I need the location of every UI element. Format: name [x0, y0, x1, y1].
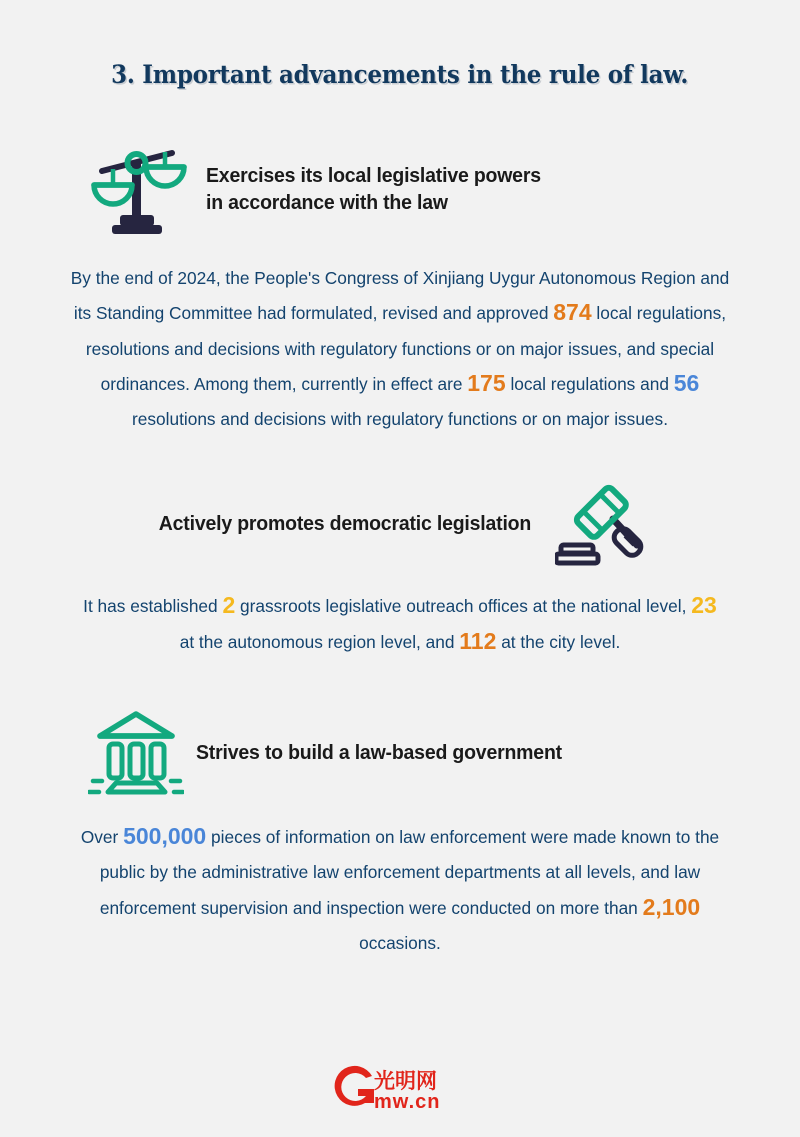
paragraph-text: It has established [83, 596, 223, 617]
paragraph-text: grassroots legislative outreach offices at the national level, [235, 596, 692, 617]
section-2-header [0, 479, 800, 567]
section-1-heading [206, 162, 541, 216]
section-1-heading-line2: in accordance with the law [206, 191, 448, 214]
page-title-bar [0, 0, 800, 89]
section-1-heading-line1: Exercises its local legislative powers [206, 163, 541, 187]
logo-chinese-text: 光明网 [374, 1069, 437, 1093]
logo-latin-text: mw.cn [374, 1091, 441, 1112]
section-law-based-government [0, 708, 800, 961]
section-3-heading: Strives to build a law-based government [196, 741, 562, 765]
gmw-cn-logo[interactable] [330, 1062, 470, 1112]
paragraph-text: pieces of information on law enforcement were made known to the public by the administrative law enforcement departments at all levels, and law enforcement supervision and inspection were conducted on more than [99, 826, 720, 918]
paragraph-text: at the autonomous region level, and [179, 631, 460, 652]
highlighted-number: 2,100 [642, 893, 701, 920]
gmw-cn-logo-art [330, 1062, 470, 1112]
section-legislative-powers [0, 141, 800, 437]
section-1-header [0, 141, 800, 237]
paragraph-text: at the city level. [496, 631, 621, 652]
highlighted-number: 175 [467, 369, 506, 396]
paragraph-text: By the end of 2024, the People's Congress of Xinjiang Uygur Autonomous Region and its Standing Committee had formulated, revised and approved [70, 268, 730, 324]
highlighted-number: 56 [673, 369, 700, 396]
paragraph-text: local regulations and [505, 373, 674, 394]
paragraph-text: resolutions and decisions with regulatory functions or on major issues. [132, 409, 668, 430]
highlighted-number: 874 [553, 299, 592, 326]
section-2-heading: Actively promotes democratic legislation [158, 511, 532, 535]
highlighted-number: 500,000 [123, 822, 207, 849]
highlighted-number: 112 [459, 627, 497, 654]
paragraph-text: Over [80, 826, 124, 847]
highlighted-number: 23 [691, 592, 717, 619]
government-building-icon [88, 708, 184, 798]
section-2-paragraph [80, 589, 720, 660]
highlighted-number: 2 [222, 592, 236, 619]
paragraph-text: local regulations, resolutions and decisions with regulatory functions or on major issues, and special ordinances. Among them, currently in effect are [85, 303, 727, 394]
section-3-header [0, 708, 800, 798]
footer [0, 1062, 800, 1117]
section-1-paragraph [50, 261, 750, 437]
section-democratic-legislation [0, 479, 800, 660]
gavel-icon [555, 479, 651, 567]
scales-of-justice-icon [88, 141, 188, 237]
section-3-paragraph [75, 820, 725, 961]
paragraph-text: occasions. [359, 932, 441, 953]
page-title: 3. Important advancements in the rule of law. [111, 60, 689, 89]
